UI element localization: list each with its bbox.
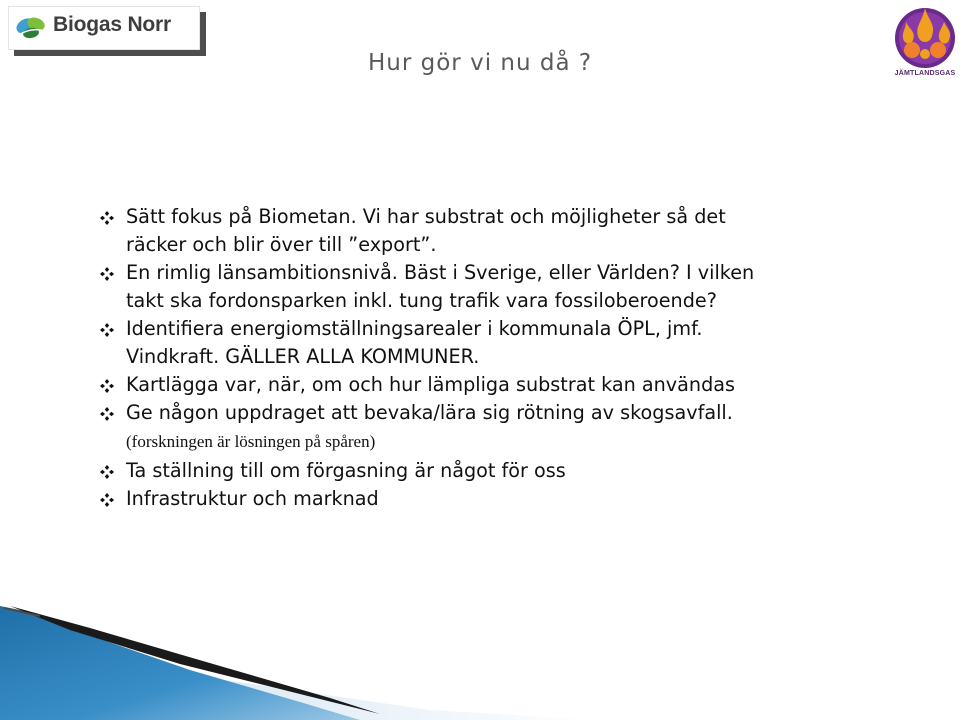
bullet-line: Ge någon uppdraget att bevaka/lära sig rötning av skogsavfall. [126, 401, 733, 424]
list-item [100, 315, 900, 371]
bullet-line: Infrastruktur och marknad [126, 487, 379, 510]
bullet-line: Identifiera energiomställningsarealer i kommunala ÖPL, jmf. [126, 317, 703, 340]
list-item [100, 259, 900, 315]
four-diamond-bullet-icon [100, 267, 114, 281]
page-title: Hur gör vi nu då ? [368, 50, 593, 76]
jamtlandsgas-flame-icon [892, 2, 958, 70]
list-item [100, 399, 900, 427]
bullet-line: räcker och blir över till ”export”. [126, 233, 437, 256]
list-item [100, 457, 900, 485]
logo-frame [8, 6, 200, 50]
jamtlandsgas-logo [892, 2, 958, 82]
bullet-line: Sätt fokus på Biometan. Vi har substrat och möjligheter så det [126, 205, 726, 228]
research-note: (forskningen är lösningen på spåren) [126, 432, 376, 451]
four-diamond-bullet-icon [100, 323, 114, 337]
four-diamond-bullet-icon [100, 211, 114, 225]
list-item [100, 485, 900, 513]
decorative-swoosh [0, 598, 600, 720]
four-diamond-bullet-icon [100, 407, 114, 421]
bullet-list [100, 203, 900, 513]
bullet-line: takt ska fordonsparken inkl. tung trafik vara fossiloberoende? [126, 289, 717, 312]
four-diamond-bullet-icon [100, 493, 114, 507]
four-diamond-bullet-icon [100, 379, 114, 393]
list-item [100, 203, 900, 259]
list-item [100, 371, 900, 399]
four-diamond-bullet-icon [100, 465, 114, 479]
logo-right-text: JÄMTLANDSGAS [894, 70, 956, 77]
bullet-line: Ta ställning till om förgasning är något för oss [126, 459, 566, 482]
bullet-line: Kartlägga var, när, om och hur lämpliga substrat kan användas [126, 373, 736, 396]
biogas-norr-logo [8, 6, 206, 56]
biogas-norr-leaf-icon [15, 13, 49, 43]
bullet-line: En rimlig länsambitionsnivå. Bäst i Sverige, eller Världen? I vilken [126, 261, 755, 284]
logo-left-text: Biogas Norr [53, 13, 171, 36]
bullet-line: Vindkraft. GÄLLER ALLA KOMMUNER. [126, 345, 480, 368]
